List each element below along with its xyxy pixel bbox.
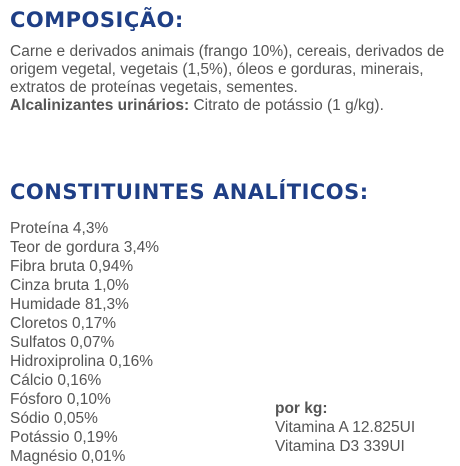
constituent-item: Fibra bruta 0,94% — [10, 258, 134, 275]
constituent-item: Potássio 0,19% — [10, 429, 118, 446]
additive-line — [10, 97, 455, 115]
constituent-item: Proteína 4,3% — [10, 220, 109, 237]
ingredients-text: Carne e derivados animais (frango 10%), cereais, derivados de origem vegetal, vegetais (1,5%), óleos e gorduras, minerais, extratos de proteínas vegetais, sementes. — [10, 43, 445, 96]
additive-label: Alcalinizantes urinários: — [10, 97, 190, 114]
constituent-item: Magnésio 0,01% — [10, 448, 126, 465]
constituent-item: Cloretos 0,17% — [10, 315, 116, 332]
constituent-item: Fósforo 0,10% — [10, 391, 111, 408]
constituent-item: Cinza bruta 1,0% — [10, 277, 129, 294]
composition-text — [10, 43, 455, 115]
constituent-item: Humidade 81,3% — [10, 296, 129, 313]
per-kg-block — [275, 399, 415, 456]
vitamin-d3-value: Vitamina D3 339UI — [275, 438, 405, 455]
constituent-item: Cálcio 0,16% — [10, 372, 102, 389]
constituents-list — [10, 219, 159, 466]
vitamin-a-value: Vitamina A 12.825UI — [275, 419, 416, 436]
constituents-heading: CONSTITUINTES ANALÍTICOS: — [10, 180, 369, 204]
constituent-item: Sódio 0,05% — [10, 410, 98, 427]
per-kg-label: por kg: — [275, 400, 328, 417]
constituent-item: Sulfatos 0,07% — [10, 334, 115, 351]
constituent-item: Hidroxiprolina 0,16% — [10, 353, 154, 370]
constituent-item: Teor de gordura 3,4% — [10, 239, 160, 256]
composition-heading: COMPOSIÇÃO: — [10, 8, 184, 32]
additive-value: Citrato de potássio (1 g/kg). — [189, 97, 384, 114]
